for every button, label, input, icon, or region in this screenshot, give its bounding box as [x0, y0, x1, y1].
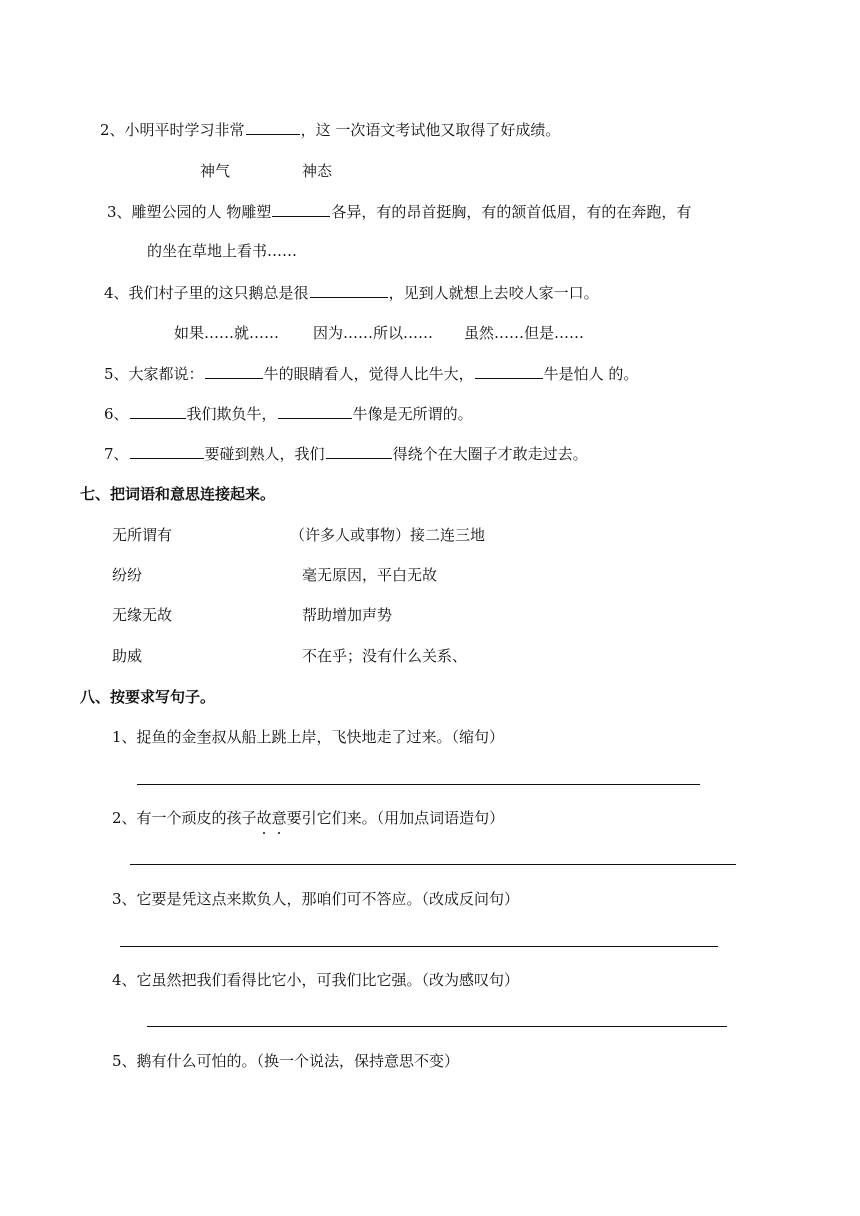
question-7: 7、 要碰到熟人，我们 得绕个在大圈子才敢走过去。 [104, 445, 588, 463]
match-meaning[interactable]: 不在乎；没有什么关系、 [302, 647, 468, 665]
match-word[interactable]: 无缘无故 [112, 606, 173, 624]
match-meaning[interactable]: 毫无原因，平白无故 [302, 566, 438, 584]
answer-blank[interactable] [278, 404, 352, 419]
answer-blank[interactable] [326, 444, 392, 459]
match-word[interactable]: 无所谓有 [112, 526, 173, 544]
match-meaning[interactable]: 帮助增加声势 [302, 606, 393, 624]
emphasis-dot-char: 故 [256, 809, 272, 827]
answer-line[interactable] [130, 864, 736, 865]
answer-blank[interactable] [272, 202, 330, 217]
question-5: 5、大家都说： 牛的眼睛看人，觉得人比牛大， 牛是怕人 的。 [104, 365, 639, 383]
answer-line[interactable] [147, 1026, 727, 1027]
conjunction-option: 如果……就…… [174, 324, 280, 342]
match-word[interactable]: 助威 [112, 647, 143, 665]
question-3-continued: 的坐在草地上看书…… [147, 242, 298, 260]
conjunction-option: 因为……所以…… [313, 324, 434, 342]
match-meaning[interactable]: （许多人或事物）接二连三地 [290, 526, 486, 544]
answer-blank[interactable] [475, 364, 543, 379]
answer-blank[interactable] [130, 444, 204, 459]
answer-line[interactable] [137, 784, 700, 785]
section-8-title: 八、按要求写句子。 [80, 688, 216, 706]
answer-blank[interactable] [130, 404, 186, 419]
question-4: 4、我们村子里的这只鹅总是很 ，见到人就想上去咬人家一口。 [104, 284, 599, 302]
answer-blank[interactable] [246, 120, 300, 135]
sentence-task-3: 3、它要是凭这点来欺负人，那咱们可不答应。（改成反问句） [112, 890, 520, 908]
conjunction-option: 虽然……但是…… [464, 324, 585, 342]
question-2: 2、小明平时学习非常 ，这 一次语文考试他又取得了好成绩。 [100, 121, 561, 139]
answer-line[interactable] [120, 946, 718, 947]
answer-blank[interactable] [205, 364, 263, 379]
sentence-task-1: 1、捉鱼的金奎叔从船上跳上岸，飞快地走了过来。（缩句） [112, 728, 505, 746]
word-option: 神气 [200, 162, 231, 180]
answer-blank[interactable] [310, 283, 388, 298]
sentence-task-4: 4、它虽然把我们看得比它小，可我们比它强。（改为感叹句） [112, 971, 520, 989]
sentence-task-5: 5、鹅有什么可怕的。（换一个说法，保持意思不变） [112, 1052, 460, 1070]
section-7-title: 七、把词语和意思连接起来。 [80, 485, 276, 503]
question-3: 3、雕塑公园的人 物雕塑 各异，有的昂首挺胸，有的颔首低眉，有的在奔跑，有 [107, 203, 692, 221]
match-word[interactable]: 纷纷 [112, 566, 143, 584]
emphasis-dot-char: 意 [271, 809, 287, 827]
word-option: 神态 [302, 162, 333, 180]
question-6: 6、 我们欺负牛， 牛像是无所谓的。 [104, 405, 473, 423]
sentence-task-2: 2、有一个顽皮的孩子故意要引它们来。（用加点词语造句） [112, 809, 505, 827]
